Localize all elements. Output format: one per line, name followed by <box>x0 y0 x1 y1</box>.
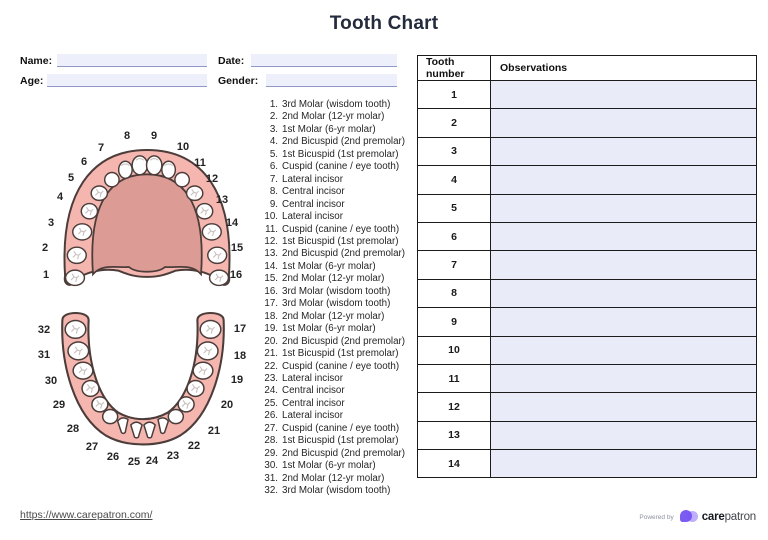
tooth-number-cell: 13 <box>418 421 491 449</box>
tooth-number-cell: 9 <box>418 308 491 336</box>
tooth-list-number: 23. <box>264 372 278 384</box>
tooth-number-label: 20 <box>220 399 234 411</box>
age-label: Age: <box>20 75 44 87</box>
tooth-number-label: 2 <box>41 242 49 254</box>
powered-by-label: Powered by <box>639 513 674 521</box>
tooth-number-label: 3 <box>47 217 55 229</box>
tooth-list-number: 19. <box>264 323 278 335</box>
tooth-list-name: Cuspid (canine / eye tooth) <box>282 161 400 173</box>
tooth-list-number: 1. <box>269 99 278 110</box>
tooth-list-number: 10. <box>264 211 278 223</box>
table-row <box>418 137 757 165</box>
tooth-number-label: 22 <box>187 440 201 452</box>
tooth-number-label: 25 <box>127 456 141 468</box>
observation-cell[interactable] <box>491 109 757 137</box>
tooth-list-number: 17. <box>264 298 278 310</box>
observations-table <box>417 55 757 478</box>
tooth-list-item <box>258 211 423 223</box>
tooth-list-number: 5. <box>269 148 278 160</box>
table-row <box>418 336 757 364</box>
observation-cell[interactable] <box>491 81 757 109</box>
tooth-number-label: 30 <box>44 375 58 387</box>
table-row <box>418 109 757 137</box>
tooth-number-label: 10 <box>176 141 190 153</box>
tooth-list-name: 2nd Bicuspid (2nd premolar) <box>282 335 406 347</box>
tooth-list-number: 8. <box>269 186 278 198</box>
tooth-list-number: 21. <box>264 348 278 360</box>
table-row <box>418 194 757 222</box>
observation-cell[interactable] <box>491 166 757 194</box>
tooth-list-name: Lateral incisor <box>282 410 343 422</box>
tooth-list-item <box>258 124 423 136</box>
tooth-number-label: 26 <box>106 451 120 463</box>
observation-cell[interactable] <box>491 364 757 392</box>
tooth-list-name: 1st Molar (6-yr molar) <box>282 460 376 472</box>
tooth-list-item <box>258 111 423 123</box>
observations-header: Observations <box>491 56 757 81</box>
tooth-list-item <box>258 410 423 422</box>
tooth-number-label: 7 <box>97 142 105 154</box>
tooth-list-number: 2. <box>269 111 278 123</box>
tooth-list-item <box>258 149 423 161</box>
tooth-list-item <box>258 224 423 236</box>
table-row <box>418 222 757 250</box>
table-row <box>418 166 757 194</box>
tooth-list-item <box>258 248 423 260</box>
tooth-number-label: 28 <box>66 423 80 435</box>
table-row <box>418 251 757 279</box>
observation-cell[interactable] <box>491 450 757 478</box>
tooth-list-item <box>258 261 423 273</box>
tooth-number-label: 27 <box>85 441 99 453</box>
tooth-list-item <box>258 99 423 111</box>
tooth-number-cell: 7 <box>418 251 491 279</box>
carepatron-wordmark: carepatron <box>701 511 756 523</box>
observation-cell[interactable] <box>491 251 757 279</box>
tooth-number-cell: 3 <box>418 137 491 165</box>
tooth-list-number: 31. <box>264 472 278 484</box>
tooth-list-item <box>258 361 423 373</box>
tooth-list-name: 1st Bicuspid (1st premolar) <box>282 148 399 160</box>
carepatron-logo-icon <box>680 509 698 525</box>
tooth-list-number: 18. <box>264 310 278 322</box>
tooth-list-item <box>258 161 423 173</box>
tooth-list-name: 1st Bicuspid (1st premolar) <box>282 435 399 447</box>
tooth-list-name: 1st Molar (6-yr molar) <box>282 123 376 135</box>
tooth-list-number: 22. <box>264 360 278 372</box>
tooth-list-name: 1st Molar (6-yr molar) <box>282 323 376 335</box>
tooth-list-item <box>258 273 423 285</box>
tooth-list-item <box>258 186 423 198</box>
tooth-number-label: 19 <box>230 374 244 386</box>
tooth-list-name: Cuspid (canine / eye tooth) <box>282 360 400 372</box>
name-label: Name: <box>20 55 53 67</box>
tooth-list-number: 24. <box>264 385 278 397</box>
tooth-list-number: 26. <box>264 410 278 422</box>
carepatron-url-link[interactable]: https://www.carepatron.com/ <box>20 509 153 521</box>
lower-jaw-diagram <box>56 305 230 455</box>
tooth-list-item <box>258 423 423 435</box>
tooth-number-cell: 12 <box>418 393 491 421</box>
gender-label: Gender: <box>218 75 259 87</box>
table-header-row <box>418 56 757 81</box>
observation-cell[interactable] <box>491 222 757 250</box>
tooth-number-cell: 8 <box>418 279 491 307</box>
tooth-number-cell: 2 <box>418 109 491 137</box>
tooth-list-number: 20. <box>264 335 278 347</box>
tooth-list-number: 25. <box>264 397 278 409</box>
tooth-list-name: 1st Molar (6-yr molar) <box>282 260 376 272</box>
tooth-number-label: 4 <box>56 191 64 203</box>
tooth-list-name: 3rd Molar (wisdom tooth) <box>282 485 391 497</box>
tooth-list-name: Central incisor <box>282 397 345 409</box>
tooth-number-label: 6 <box>80 156 88 168</box>
tooth-number-label: 23 <box>166 450 180 462</box>
tooth-list-number: 32. <box>264 485 278 497</box>
tooth-number-label: 11 <box>194 157 206 169</box>
tooth-number-label: 1 <box>42 269 50 281</box>
tooth-list-number: 4. <box>269 136 278 148</box>
tooth-name-list <box>258 99 423 498</box>
tooth-list-name: 3rd Molar (wisdom tooth) <box>282 99 391 110</box>
tooth-list-number: 30. <box>264 460 278 472</box>
tooth-list-name: 2nd Bicuspid (2nd premolar) <box>282 447 406 459</box>
tooth-list-item <box>258 286 423 298</box>
tooth-number-cell: 11 <box>418 364 491 392</box>
page-title: Tooth Chart <box>329 13 439 34</box>
tooth-list-name: 3rd Molar (wisdom tooth) <box>282 298 391 310</box>
tooth-number-cell: 1 <box>418 81 491 109</box>
tooth-list-name: 2nd Bicuspid (2nd premolar) <box>282 248 406 260</box>
tooth-list-number: 14. <box>264 260 278 272</box>
tooth-list-name: 1st Bicuspid (1st premolar) <box>282 348 399 360</box>
powered-by-badge <box>639 507 756 527</box>
table-row <box>418 421 757 449</box>
tooth-list-name: Central incisor <box>282 385 345 397</box>
table-row <box>418 450 757 478</box>
tooth-number-cell: 14 <box>418 450 491 478</box>
tooth-number-label: 15 <box>230 242 244 254</box>
tooth-list-item <box>258 298 423 310</box>
tooth-number-label: 8 <box>123 130 131 142</box>
tooth-number-label: 9 <box>150 130 158 142</box>
tooth-list-name: 2nd Molar (12-yr molar) <box>282 111 385 123</box>
tooth-number-cell: 5 <box>418 194 491 222</box>
tooth-number-cell: 4 <box>418 166 491 194</box>
observation-cell[interactable] <box>491 308 757 336</box>
tooth-list-name: Cuspid (canine / eye tooth) <box>282 422 400 434</box>
observation-cell[interactable] <box>491 336 757 364</box>
tooth-list-item <box>258 136 423 148</box>
tooth-list-name: 2nd Molar (12-yr molar) <box>282 273 385 285</box>
tooth-number-label: 17 <box>233 323 247 335</box>
tooth-list-name: 2nd Molar (12-yr molar) <box>282 472 385 484</box>
tooth-list-item <box>258 199 423 211</box>
tooth-list-name: Cuspid (canine / eye tooth) <box>282 223 400 235</box>
tooth-number-label: 31 <box>37 349 51 361</box>
tooth-list-name: 1st Bicuspid (1st premolar) <box>282 235 399 247</box>
tooth-list-item <box>258 236 423 248</box>
tooth-list-number: 16. <box>264 285 278 297</box>
date-label: Date: <box>218 55 245 67</box>
tooth-list-number: 11. <box>265 223 278 235</box>
tooth-list-number: 15. <box>264 273 278 285</box>
tooth-number-cell: 6 <box>418 222 491 250</box>
tooth-list-number: 13. <box>264 248 278 260</box>
tooth-number-header: Tooth number <box>418 56 491 81</box>
tooth-list-number: 9. <box>269 198 278 210</box>
tooth-list-number: 7. <box>269 173 278 185</box>
tooth-list-number: 12. <box>264 235 278 247</box>
gender-field[interactable] <box>266 74 397 87</box>
tooth-list-item <box>258 473 423 485</box>
tooth-number-label: 21 <box>207 425 221 437</box>
tooth-list-item <box>258 323 423 335</box>
table-row <box>418 364 757 392</box>
tooth-number-label: 5 <box>67 172 75 184</box>
tooth-number-label: 32 <box>37 324 51 336</box>
tooth-list-name: 3rd Molar (wisdom tooth) <box>282 285 391 297</box>
table-row <box>418 393 757 421</box>
tooth-list-number: 6. <box>269 161 278 173</box>
tooth-list-number: 3. <box>269 123 278 135</box>
table-row <box>418 308 757 336</box>
table-row <box>418 279 757 307</box>
tooth-list-item <box>258 311 423 323</box>
tooth-list-item <box>258 385 423 397</box>
tooth-list-name: Central incisor <box>282 198 345 210</box>
tooth-list-name: Lateral incisor <box>282 372 343 384</box>
observation-cell[interactable] <box>491 421 757 449</box>
tooth-list-item <box>258 398 423 410</box>
age-field[interactable] <box>47 74 207 87</box>
observation-cell[interactable] <box>491 393 757 421</box>
tooth-list-item <box>258 448 423 460</box>
tooth-list-item <box>258 373 423 385</box>
observation-cell[interactable] <box>491 137 757 165</box>
observation-cell[interactable] <box>491 194 757 222</box>
tooth-list-number: 29. <box>264 447 278 459</box>
tooth-list-item <box>258 460 423 472</box>
tooth-list-item <box>258 435 423 447</box>
tooth-number-label: 18 <box>233 350 247 362</box>
tooth-list-name: Central incisor <box>282 186 345 198</box>
tooth-number-label: 29 <box>52 399 66 411</box>
name-field[interactable] <box>57 54 207 67</box>
tooth-list-item <box>258 336 423 348</box>
tooth-number-label: 13 <box>215 194 229 206</box>
tooth-list-item <box>258 174 423 186</box>
date-field[interactable] <box>251 54 397 67</box>
tooth-list-name: Lateral incisor <box>282 173 343 185</box>
tooth-list-item <box>258 348 423 360</box>
tooth-list-name: Lateral incisor <box>282 211 343 223</box>
tooth-number-label: 14 <box>225 217 239 229</box>
table-row <box>418 81 757 109</box>
observation-cell[interactable] <box>491 279 757 307</box>
tooth-number-label: 24 <box>145 455 159 467</box>
tooth-list-number: 28. <box>264 435 278 447</box>
observations-table-body <box>418 81 757 478</box>
tooth-list-number: 27. <box>264 422 278 434</box>
tooth-list-item <box>258 485 423 497</box>
tooth-number-label: 16 <box>229 269 243 281</box>
tooth-number-cell: 10 <box>418 336 491 364</box>
tooth-list-name: 2nd Molar (12-yr molar) <box>282 310 385 322</box>
tooth-number-label: 12 <box>205 173 219 185</box>
tooth-list-name: 2nd Bicuspid (2nd premolar) <box>282 136 406 148</box>
